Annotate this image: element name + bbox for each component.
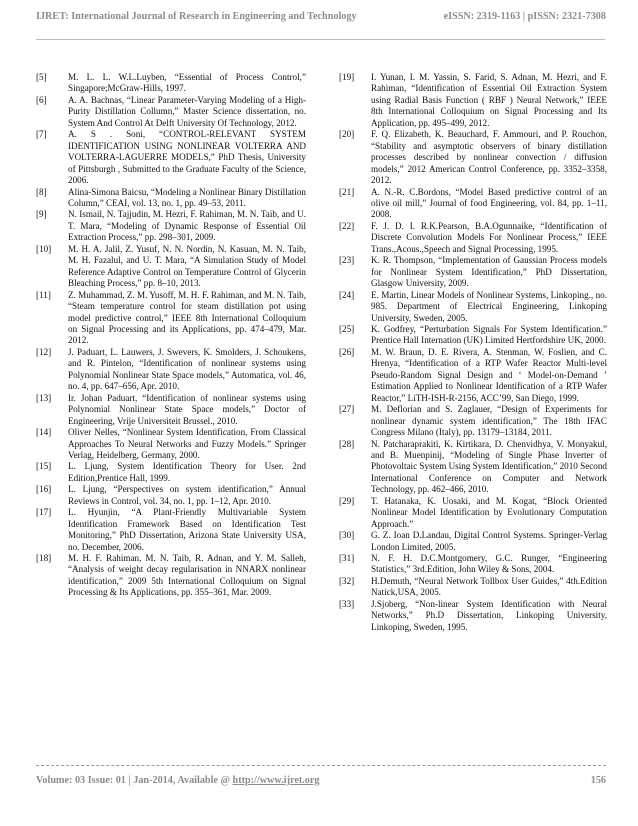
reference-item [339, 553, 607, 576]
reference-item [36, 484, 306, 507]
reference-number: [30] [339, 530, 355, 541]
reference-text: N. Patcharaprakiti, K. Kirtikara, D. Chenvidhya, V. Monyakul, and B. Muenpinij, “Modeling of Single Phase Inverter of Photovoltaic System Using System Identification,” 2010 Second International Conference on Computer and Network Technology, pp. 462–466, 2010. [371, 438, 607, 495]
page-number: 156 [590, 775, 606, 786]
references-left-column [36, 72, 306, 599]
reference-item [339, 290, 607, 324]
reference-item [36, 209, 306, 243]
reference-item [36, 95, 306, 129]
reference-item [36, 290, 306, 347]
reference-text: I. Yunan, I. M. Yassin, S. Farid, S. Adnan, M. Hezri, and F. Rahiman, “Identification of Essential Oil Extraction System using Radial Basis Function ( RBF ) Neural Network,” IEEE 8th International Colloquium on Signal Processing and Its Application, pp. 495–499, 2012. [371, 72, 607, 128]
references-right-column [339, 72, 607, 633]
reference-item [339, 599, 607, 633]
reference-item [339, 439, 607, 496]
reference-number: [19] [339, 72, 355, 82]
reference-text: M. H. A. Jalil, Z. Yusuf, N. N. Nordin, N. Kasuan, M. N. Taib, M. H. Fazalul, and U. T. Mara, “A Simulation Study of Model Reference Adaptive Control on Temperature Control of Glycerin Bleaching Process,” pp. 8–10, 2013. [68, 243, 306, 289]
reference-item [36, 347, 306, 393]
reference-item [36, 393, 306, 427]
reference-text: A. N.-R. C.Bordons, “Model Based predictive control of an olive oil mill,” Journal of food Engineering, vol. 84, pp. 1–11, 2008. [371, 186, 607, 220]
reference-item [36, 427, 306, 461]
reference-number: [22] [339, 220, 355, 231]
reference-text: A. S . Soni, “CONTROL-RELEVANT SYSTEM IDENTIFICATION USING NONLINEAR VOLTERRA AND VOLTERRA-LAGUERRE MODELS,” PhD Thesis, University of Pittsburgh , Submitted to the Graduate Faculty of the Science, 2006. [68, 129, 306, 186]
reference-item [339, 255, 607, 289]
reference-number: [13] [36, 392, 52, 403]
reference-text: Z. Muhammad, Z. M. Yusoff, M. H. F. Rahiman, and M. N. Taib, “Steam temperature control for steam distillation pot using model predictive control,” IEEE 8th International Colloquium on Signal Processing and its Applications, pp. 474–479, Mar. 2012. [68, 289, 306, 346]
reference-text: J.Sjoberg, “Non-linear System Identification with Neural Networks,” Ph.D Dissertation, Linkoping University, Linkoping, Sweden, 1995. [371, 598, 607, 632]
journal-title: IJRET: International Journal of Research in Engineering and Technology [36, 11, 357, 22]
reference-number: [27] [339, 404, 355, 415]
reference-number: [26] [339, 346, 355, 357]
reference-number: [21] [339, 186, 355, 197]
footer-volume-info [36, 775, 320, 786]
reference-number: [18] [36, 553, 52, 564]
reference-text: L. Ljung, “Perspectives on system identification,” Annual Reviews in Control, vol. 34, no. 1, pp. 1–12, Apr. 2010. [68, 484, 306, 506]
reference-item [36, 187, 306, 210]
reference-number: [10] [36, 243, 52, 254]
journal-website-link[interactable]: http://www.ijret.org [232, 775, 320, 786]
reference-number: [28] [339, 438, 355, 449]
reference-text: N. Ismail, N. Tajjudin, M. Hezri, F. Rahiman, M. N. Taib, and U. T. Mara, “Modeling of Dynamic Response of Essential Oil Extraction Process,” pp. 298–301, 2009. [68, 209, 306, 243]
reference-number: [14] [36, 427, 52, 438]
reference-item [36, 72, 306, 95]
reference-text: G. Z. Ioan D.Landau, Digital Control Systems. Springer-Verlag London Limited, 2005. [371, 530, 607, 552]
reference-text: J. Paduart, L. Lauwers, J. Swevers, K. Smolders, J. Schoukens, and R. Pintelon, “Identification of nonlinear systems using Polynomial Nonlinear State Space models,” Automatica, vol. 46, no. 4, pp. 647–656, Apr. 2010. [68, 346, 306, 392]
reference-number: [12] [36, 346, 52, 357]
reference-text: H.Demuth, “Neural Network Tollbox User Guides,” 4th.Edition Natick,USA, 2005. [371, 575, 607, 598]
reference-text: E. Martin, Linear Models of Nonlinear Systems, Linkoping., no. 985. Department of Electrical Engineering, Linkoping University, Sweden, 2005. [371, 289, 607, 323]
reference-text: M. W. Braun, D. E. Rivera, A. Stenman, W. Foslien, and C. Hrenya, “Identification of a RTP Wafer Reactor Multi-level Pseudo-Random Signal Design and ‘ Model-on-Demand ’ Estimation Applied to Nonlinear Identification of a RTP Wafer Reactor,” LiTH-ISH-R-2156, ACC’99, San Diego, 1999. [371, 346, 607, 403]
reference-text: F. Q. Elizabeth, K. Beauchard, F. Ammouri, and P. Rouchon, “Stability and asymptotic observers of binary distillation processes described by nonlinear convection / diffusion models,” 2012 American Control Conference, pp. 3352–3358, 2012. [371, 129, 607, 186]
reference-number: [23] [339, 255, 355, 266]
reference-number: [8] [36, 186, 47, 197]
reference-item [36, 507, 306, 553]
issn-info: eISSN: 2319-1163 | pISSN: 2321-7308 [443, 11, 606, 22]
reference-number: [16] [36, 484, 52, 495]
reference-item [339, 187, 607, 221]
reference-text: N. F. H. D.C.Montgomery, G.C. Runger, “Engineering Statistics,” 3rd.Edition, John Wiley & Sons, 2004. [371, 553, 607, 575]
reference-number: [11] [36, 289, 51, 300]
reference-number: [33] [339, 598, 355, 609]
reference-item [339, 530, 607, 553]
reference-item [339, 324, 607, 347]
reference-number: [25] [339, 323, 355, 334]
reference-number: [7] [36, 129, 47, 140]
header-rule [36, 39, 605, 40]
reference-text: F. J. D. I. R.K.Pearson, B.A.Ogunnaike, “Identification of Discrete Convolution Models For Nonlinear Process,” IEEE Trans.,Acous.,Speech and Signal Processing, 1995. [371, 220, 607, 254]
reference-item [339, 347, 607, 404]
reference-item [339, 576, 607, 599]
reference-text: K. Godfrey, “Perturbation Signals For System Identification.” Prentice Hall Internation (UK) Limited Hertfordshire UK, 2000. [371, 323, 607, 346]
reference-item [339, 221, 607, 255]
running-footer [36, 775, 606, 789]
reference-text: Oliver Nelles, “Nonlinear System Identification, From Classical Approaches To Neural Networks and Fuzzy Models.” Springer Verlag, Heidelberg, Germany, 2000. [68, 427, 306, 460]
reference-number: [32] [339, 575, 355, 586]
running-header [36, 11, 606, 27]
reference-item [36, 129, 306, 186]
footer-prefix: Volume: 03 Issue: 01 | Jan-2014, Available @ [36, 775, 233, 786]
reference-number: [15] [36, 461, 52, 472]
reference-item [339, 72, 607, 129]
footer-rule [36, 765, 606, 766]
reference-item [36, 244, 306, 290]
reference-text: Alina-Simona Baicsu, “Modeling a Nonlinear Binary Distillation Column,” CEAI, vol. 13, no. 1, pp. 49–53, 2011. [68, 186, 306, 208]
reference-number: [17] [36, 507, 52, 518]
reference-number: [20] [339, 129, 355, 140]
reference-text: M. H. F. Rahiman, M. N. Taib, R. Adnan, and Y. M. Salleh, “Analysis of weight decay regularisation in NNARX nonlinear identification,” 2009 5th International Colloquium on Signal Processing & Its Applications, pp. 355–361, Mar. 2009. [68, 553, 306, 598]
reference-number: [5] [36, 72, 47, 82]
reference-number: [29] [339, 495, 355, 506]
reference-text: M. Deflorian and S. Zaglauer, “Design of Experiments for nonlinear dynamic system identification,” The 18th IFAC Congress Milano (Italy), pp. 13179–13184, 2011. [371, 404, 607, 438]
reference-number: [9] [36, 209, 47, 220]
reference-text: A. A. Bachnas, “Linear Parameter-Varying Modeling of a High-Purity Distillation Collumn,” Master Science dissertation, no. System And Control At Delft University Of Technology, 2012. [68, 94, 306, 128]
reference-item [339, 404, 607, 438]
reference-text: Ir. Johan Paduart, “Identification of nonlinear systems using Polynomial Nonlinear State Space models,” Doctor of Engineering, Vrije Universiteit Brussel., 2010. [68, 392, 306, 426]
reference-item [36, 553, 306, 599]
reference-item [339, 496, 607, 530]
reference-text: L. Hyunjin, “A Plant-Friendly Multivariable System Identification Framework Based on Identification Test Monitoring,” PhD Dissertation, Arizona State University USA, no. December, 2006. [68, 507, 306, 552]
reference-item [339, 129, 607, 186]
reference-number: [31] [339, 553, 355, 564]
reference-item [36, 461, 306, 484]
reference-text: T. Hatanaka, K. Uosaki, and M. Kogat, “Block Oriented Nonlinear Model Identification by Evolutionary Computation Approach.” [371, 495, 607, 529]
reference-text: M. L. L. W.L.Luyben, “Essential of Process Control,” Singapore;McGraw-Hills, 1997. [68, 72, 306, 94]
reference-number: [6] [36, 94, 47, 105]
reference-text: L. Ljung, System Identification Theory for User. 2nd Edition,Prentice Hall, 1999. [68, 461, 306, 483]
reference-number: [24] [339, 289, 355, 300]
reference-text: K. R. Thompson, “Implementation of Gaussian Process models for Nonlinear System Identification,” PhD Dissertation, Glasgow University, 2009. [371, 255, 607, 289]
